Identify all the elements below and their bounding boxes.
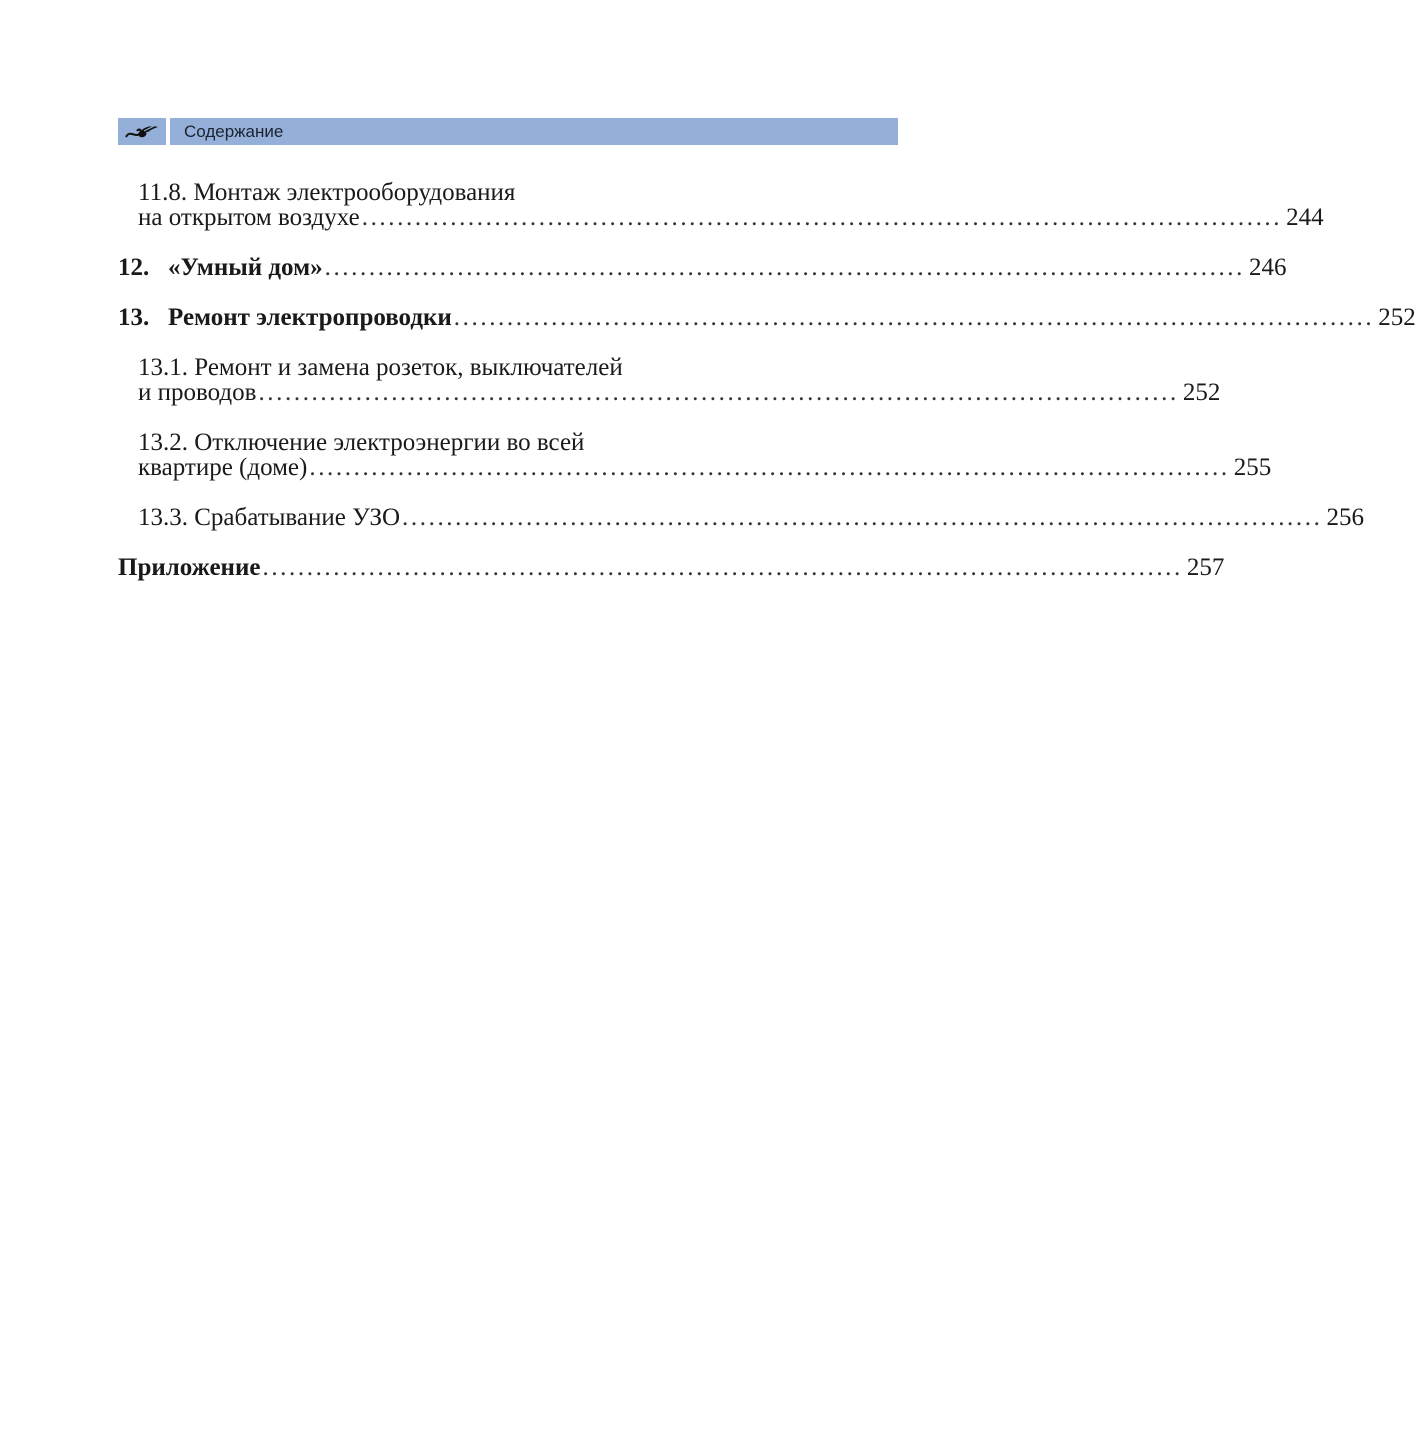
toc-entry-title: «Умный дом»: [168, 254, 323, 281]
dot-leader: ........................................................................................................: [453, 304, 1375, 331]
header-ornament: [118, 118, 166, 145]
toc-entry-number: 13.2.: [138, 429, 188, 456]
toc-entry-title-line1: Ремонт и замена розеток, выключателей: [194, 354, 623, 381]
toc-entry-title: Ремонт электропроводки: [168, 304, 452, 331]
toc-entry-number: 11.8.: [138, 179, 188, 206]
toc-entry-title: Срабатывание УЗО: [194, 504, 401, 531]
table-of-contents: [118, 179, 1416, 581]
toc-page-number: 246: [1249, 254, 1287, 281]
dot-leader: ........................................................................................................: [262, 554, 1183, 581]
toc-entry-title-line2: на открытом воздухе: [138, 204, 360, 231]
dot-leader: ........................................................................................................: [309, 454, 1230, 481]
dot-leader: ........................................................................................................: [324, 254, 1246, 281]
toc-entry-12[interactable]: [118, 254, 1287, 281]
leaf-ornament-icon: [124, 123, 160, 141]
toc-entry-title-line1: Монтаж электрооборудования: [193, 179, 516, 206]
header-title-bar: [170, 118, 898, 145]
dot-leader: ........................................................................................................: [402, 504, 1323, 531]
toc-entry-13-3[interactable]: [118, 504, 1364, 531]
toc-entry-title-line2: квартире (доме): [138, 454, 308, 481]
running-header: [118, 118, 898, 145]
toc-page-number: 257: [1186, 554, 1225, 581]
toc-entry-13-1[interactable]: [118, 354, 1221, 406]
dot-leader: ........................................................................................................: [258, 379, 1179, 406]
toc-page-number: 256: [1326, 504, 1364, 531]
toc-entry-appendix[interactable]: [118, 554, 1225, 581]
toc-entry-13[interactable]: [118, 304, 1416, 331]
toc-entry-number: 13.: [118, 304, 150, 331]
toc-page-number: 255: [1233, 454, 1272, 481]
toc-entry-title-line2: и проводов: [138, 379, 257, 406]
toc-entry-title: Приложение: [118, 554, 261, 581]
toc-page-number: 244: [1286, 204, 1324, 231]
toc-page-number: 252: [1378, 304, 1416, 331]
toc-entry-11-8[interactable]: [118, 179, 1324, 231]
toc-entry-13-2[interactable]: [118, 429, 1272, 481]
toc-entry-number: 13.1.: [138, 354, 188, 381]
toc-entry-number: 12.: [118, 254, 150, 281]
toc-entry-title-line1: Отключение электроэнергии во всей: [194, 429, 585, 456]
header-title: Содержание: [184, 121, 284, 141]
dot-leader: ........................................................................................................: [361, 204, 1283, 231]
toc-entry-number: 13.3.: [138, 504, 188, 531]
toc-page-number: 252: [1182, 379, 1221, 406]
